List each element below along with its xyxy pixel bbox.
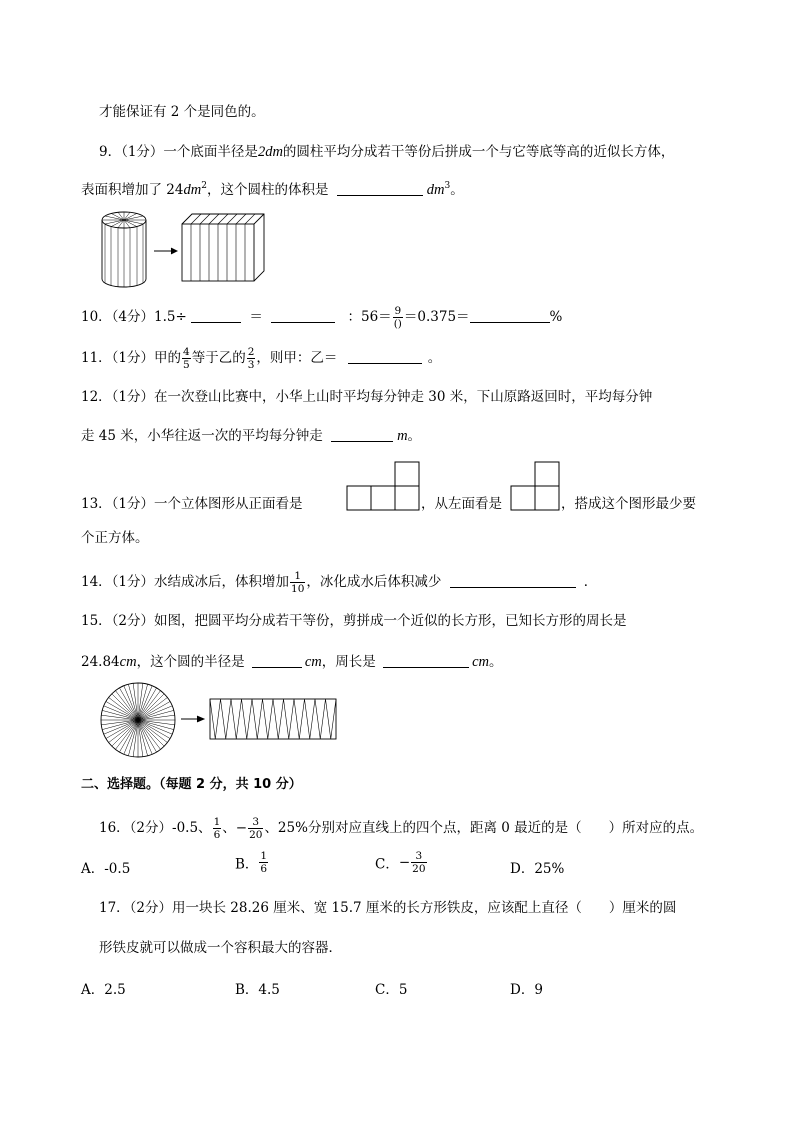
q10-pct: % <box>549 309 563 325</box>
q16-option-a[interactable]: A．-0.5 <box>81 861 131 877</box>
q11-mid: 等于乙的 <box>191 350 246 366</box>
q11-tail: ，则甲：乙＝ <box>256 350 338 366</box>
q9-line2a: 表面积增加了 24 <box>81 182 184 198</box>
q9-line2: 表面积增加了 $24dm^2$，这个圆柱的体积是 $dm^3$。 <box>81 181 464 198</box>
q9-end: 。 <box>450 182 464 198</box>
q15-unit-3: cm <box>472 654 490 670</box>
q9-line1 <box>99 143 674 161</box>
q11-line <box>81 346 441 371</box>
q15-line2 <box>81 653 503 671</box>
q16-option-d[interactable]: D．25% <box>510 861 565 877</box>
q15-unit-1: cm <box>119 654 137 670</box>
q11-answer-blank[interactable] <box>348 349 422 364</box>
q9-line2b: ，这个圆柱的体积是 <box>206 182 329 198</box>
q17-option-b[interactable]: B．4.5 <box>235 982 280 998</box>
q15-line2c: ，周长是 <box>321 654 376 670</box>
q15-circle-figure <box>98 680 342 762</box>
q9-prefix: 9．（1分）一个底面半径是 <box>99 144 258 160</box>
q16-minus: − <box>235 820 248 836</box>
q10-blank-1[interactable] <box>191 308 241 323</box>
q12-line1: 12．（1分）在一次登山比赛中，小华上山时平均每分钟走 30 米，下山原路返回时，平均每分钟 <box>81 389 653 405</box>
q9-radius-unit: dm <box>265 144 283 160</box>
q16-option-c-fraction: $\frac{3}{20}$ <box>412 850 426 875</box>
q15-line1: 15．（2分）如图，把圆平均分成若干等份，剪拼成一个近似的长方形，已知长方形的周长是 <box>81 613 627 629</box>
q16-option-b-fraction: $\frac{1}{6}$ <box>260 850 268 875</box>
q16-option-b[interactable]: B． $\frac{1}{6}$ <box>235 850 268 875</box>
q12-unit: m <box>397 428 408 444</box>
q10-prefix: 10．（4分）1.5÷ <box>81 309 187 325</box>
q15-line2b: ，这个圆的半径是 <box>136 654 245 670</box>
q15-radius-blank[interactable] <box>252 653 302 668</box>
q12-line2a: 走 45 米，小华往返一次的平均每分钟走 <box>81 428 323 444</box>
q16-tail: 、25%分别对应直线上的四个点，距离 0 最近的是（ ）所对应的点。 <box>264 820 704 836</box>
q17-line2: 形铁皮就可以做成一个容积最大的容器． <box>99 940 342 956</box>
q14-prefix: 14．（1分）水结成冰后，体积增加 <box>81 574 290 590</box>
q16-fraction-2: $\frac{3}{20}$ <box>249 816 263 841</box>
q15-end: 。 <box>489 654 503 670</box>
q13-left-view-figure <box>510 460 562 512</box>
q10-blank-3[interactable] <box>470 308 550 323</box>
q10-eq2: ＝0.375＝ <box>403 309 470 325</box>
q11-end: 。 <box>427 350 442 366</box>
q15-perimeter: 24.84 <box>81 654 120 670</box>
q16-fraction-1: $\frac{1}{6}$ <box>213 816 221 841</box>
q13-front-view-figure <box>346 460 420 512</box>
q13-line1-a: 13．（1分）一个立体图形从正面看是 <box>81 496 303 512</box>
q9-area-unit: dm <box>183 182 202 198</box>
q11-fraction-2: $\frac{2}{3}$ <box>247 346 255 371</box>
q14-fraction: $\frac{1}{10}$ <box>291 570 305 595</box>
q10-colon: ：56＝ <box>347 309 392 325</box>
q12-end: 。 <box>407 428 422 444</box>
q17-option-c[interactable]: C．5 <box>375 982 408 998</box>
q15-circumference-blank[interactable] <box>383 653 469 668</box>
q17-line1: 17．（2分）用一块长 28.26 厘米、宽 15.7 厘米的长方形铁皮，应该配上直径（ ）厘米的圆 <box>99 900 677 916</box>
q14-tail: ，冰化成水后体积减少 <box>306 574 442 590</box>
q15-unit-2: cm <box>304 654 322 670</box>
q14-line <box>81 570 597 595</box>
q13-line2: 个正方体。 <box>81 530 149 546</box>
q9-answer-blank[interactable] <box>337 181 423 196</box>
q10-fraction: $\frac{9}{()}$ <box>393 305 402 330</box>
q9-cylinder-figure <box>95 207 275 293</box>
q14-answer-blank[interactable] <box>450 573 576 588</box>
q9-mid: 的圆柱平均分成若干等份后拼成一个与它等底等高的近似长方体， <box>282 144 675 160</box>
q9-radius: 2 <box>257 144 266 160</box>
q14-end: ． <box>583 574 598 590</box>
q17-option-d[interactable]: D．9 <box>510 982 543 998</box>
q10-blank-2[interactable] <box>271 308 335 323</box>
q11-fraction-1: $\frac{4}{5}$ <box>183 346 190 371</box>
q10-eq1: ＝ <box>249 309 263 325</box>
q17-option-a[interactable]: A．2.5 <box>81 982 126 998</box>
q12-line2 <box>81 427 421 445</box>
q16-prefix: 16．（2分）-0.5、 <box>99 820 212 836</box>
q16-line <box>99 816 703 841</box>
q10-line <box>81 305 562 330</box>
q8-tail-text: 才能保证有 2 个是同色的。 <box>99 104 265 120</box>
q13-line1-c: ，搭成这个图形最少要 <box>561 496 696 512</box>
q12-answer-blank[interactable] <box>331 427 393 442</box>
q9-volume-unit: dm <box>426 182 445 198</box>
section-2-heading: 二、选择题。（每题 2 分，共 10 分） <box>81 777 302 792</box>
q16-sep: 、 <box>222 820 236 836</box>
q16-option-c[interactable]: C．− $\frac{3}{20}$ <box>375 850 426 875</box>
q13-line1-b: ，从左面看是 <box>421 496 502 512</box>
q11-prefix: 11．（1分）甲的 <box>81 350 182 366</box>
